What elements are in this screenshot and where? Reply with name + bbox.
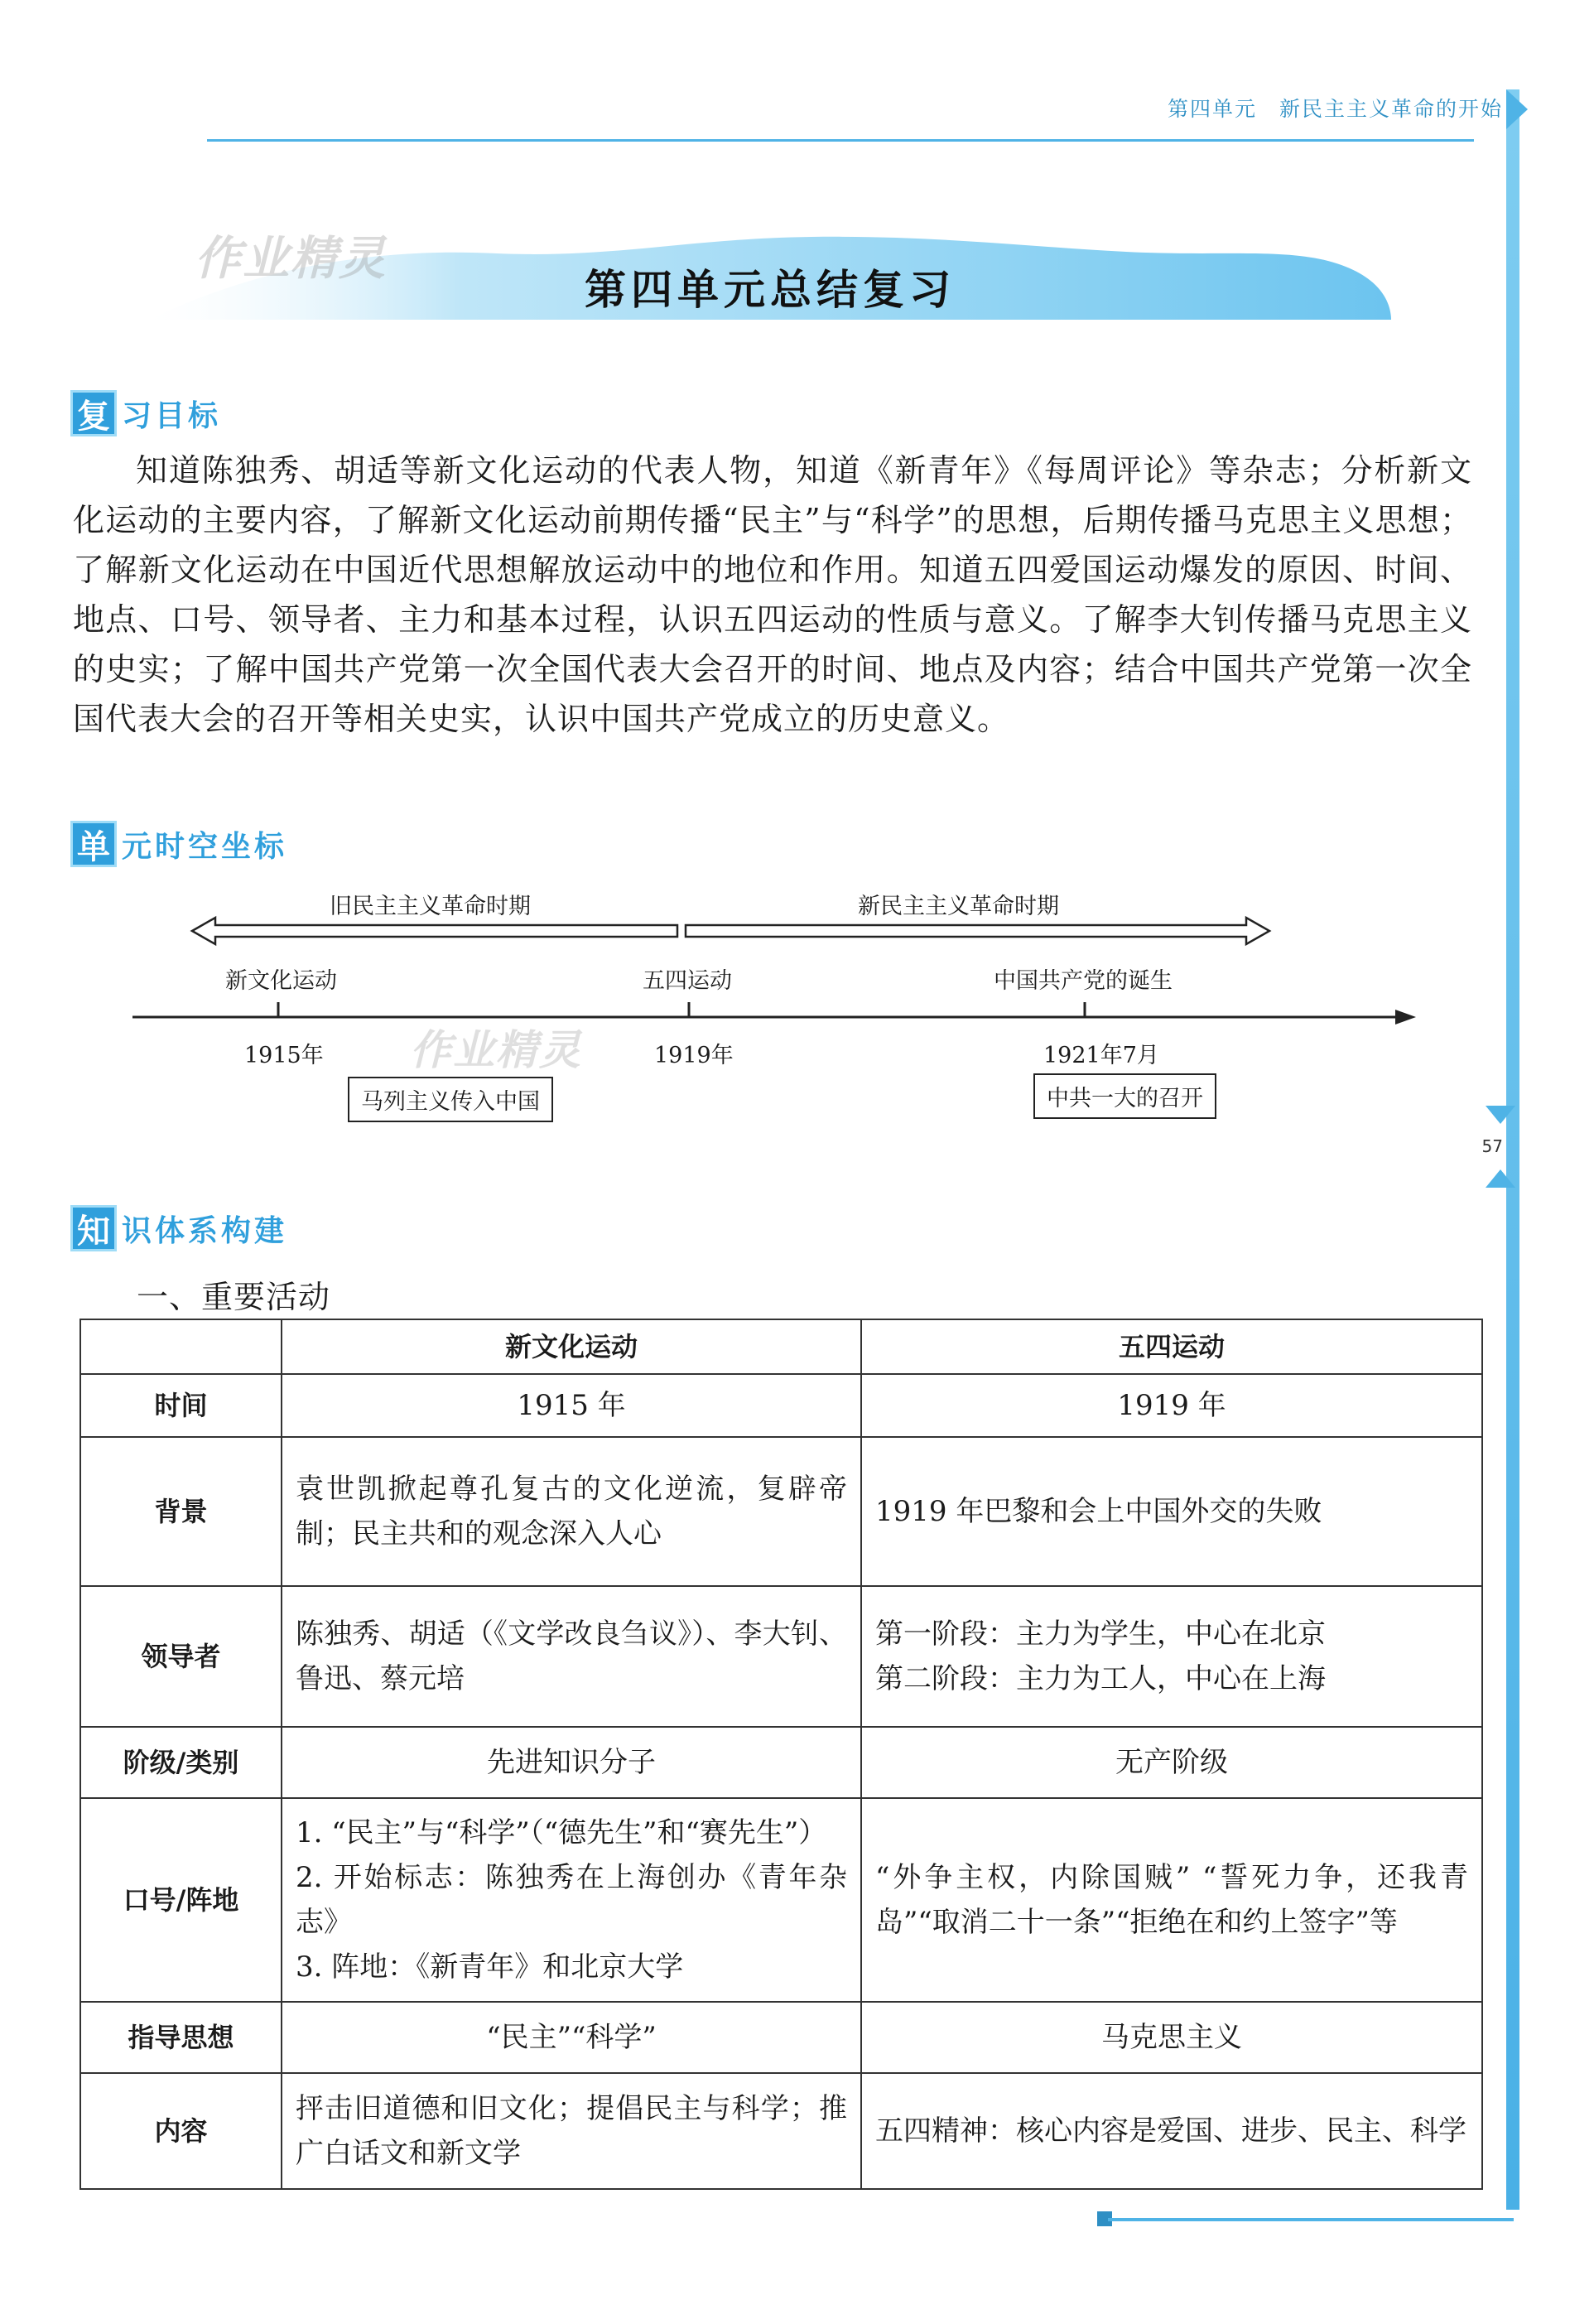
table-row-class	[80, 1727, 1482, 1798]
table-row-leaders	[80, 1586, 1482, 1727]
table-row-slogan	[80, 1798, 1482, 2002]
cell-leaders-may-fourth	[861, 1586, 1482, 1727]
leaders-stage-two: 第二阶段：主力为工人，中心在上海	[875, 1662, 1326, 1695]
section-title-knowledge: 识体系构建	[122, 1213, 288, 1248]
cell-slogan-new-culture	[282, 1798, 861, 2002]
goal-paragraph: 知道陈独秀、胡适等新文化运动的代表人物，知道《新青年》《每周评论》等杂志；分析新文化运动的主要内容，了解新文化运动前期传播“民主”与“科学”的思想，后期传播马克思主义思想；了解新文化运动在中国近代思想解放运动中的地位和作用。知道五四爱国运动爆发的原因、时间、地点、口号、领导者、主力和基本过程，认识五四运动的性质与意义。了解李大钊传播马克思主义的史实；了解中国共产党第一次全国代表大会召开的时间、地点及内容；结合中国共产党第一次全国代表大会的召开等相关史实，认识中国共产党成立的历史意义。	[73, 452, 1472, 737]
period-old-label: 旧民主主义革命时期	[330, 894, 531, 919]
box-marxism-intro: 马列主义传入中国	[348, 1077, 553, 1122]
slogan-item-1: 1. “民主”与“科学”（“德先生”和“赛先生”）	[296, 1816, 827, 1849]
row-head-content: 内容	[80, 2073, 282, 2189]
cell-time-new-culture: 1915 年	[282, 1374, 861, 1437]
cell-class-may-fourth: 无产阶级	[861, 1727, 1482, 1798]
event-label-new-culture: 新文化运动	[225, 968, 337, 994]
row-head-leaders: 领导者	[80, 1586, 282, 1727]
row-head-background: 背景	[80, 1437, 282, 1586]
event-label-may-fourth: 五四运动	[643, 968, 732, 994]
watermark-top: 作业精灵	[195, 232, 387, 286]
period-arrow-old	[192, 918, 677, 944]
table-row-background	[80, 1437, 1482, 1586]
unit-header: 第四单元 新民主主义革命的开始	[1167, 97, 1503, 121]
row-head-guide: 指导思想	[80, 2002, 282, 2073]
footer-bar	[1108, 2218, 1514, 2221]
timeline-diagram	[124, 878, 1424, 1143]
leaders-stage-one: 第一阶段：主力为学生，中心在北京	[875, 1618, 1326, 1651]
section-heading-goal	[70, 388, 221, 439]
section-badge-timeline: 单	[70, 821, 117, 867]
right-bar-arrow	[1506, 89, 1528, 129]
table-corner-cell	[80, 1319, 282, 1374]
period-arrow-new	[686, 918, 1269, 944]
sub-heading-activities: 一、重要活动	[137, 1279, 331, 1315]
table-row-guide	[80, 2002, 1482, 2073]
event-label-cpc-birth: 中国共产党的诞生	[994, 968, 1173, 994]
row-head-slogan: 口号/阵地	[80, 1798, 282, 2002]
watermark-timeline: 作业精灵	[410, 1026, 582, 1074]
header-divider	[207, 139, 1474, 142]
section-heading-knowledge	[70, 1203, 287, 1254]
date-label-1921: 1921年7月	[1043, 1043, 1159, 1068]
slogan-item-3: 3. 阵地：《新青年》和北京大学	[296, 1950, 684, 1984]
cell-background-may-fourth: 1919 年巴黎和会上中国外交的失败	[861, 1437, 1482, 1586]
slogan-item-2: 2. 开始标志：陈独秀在上海创办《青年杂志》	[296, 1861, 847, 1939]
date-label-1919: 1919年	[654, 1043, 734, 1068]
section-title-timeline: 元时空坐标	[122, 829, 288, 864]
date-label-1915: 1915年	[244, 1043, 324, 1068]
cell-time-may-fourth: 1919 年	[861, 1374, 1482, 1437]
cell-guide-may-fourth: 马克思主义	[861, 2002, 1482, 2073]
axis-arrow-head	[1395, 1010, 1416, 1025]
table-header-row	[80, 1319, 1482, 1374]
page-tab-upper	[1486, 1106, 1515, 1124]
row-head-time: 时间	[80, 1374, 282, 1437]
cell-guide-new-culture: “民主”“科学”	[282, 2002, 861, 2073]
page-number: 57	[1481, 1136, 1503, 1156]
cell-class-new-culture: 先进知识分子	[282, 1727, 861, 1798]
page-title: 第四单元总结复习	[585, 266, 956, 314]
section-heading-timeline	[70, 818, 287, 870]
cell-slogan-may-fourth: “外争主权，内除国贼” “誓死力争，还我青岛”“取消二十一条”“拒绝在和约上签字”等	[861, 1798, 1482, 2002]
box-first-congress: 中共一大的召开	[1033, 1073, 1216, 1119]
section-title-goal: 习目标	[122, 398, 222, 433]
section-badge-goal: 复	[70, 390, 117, 436]
right-margin-bar	[1506, 89, 1519, 2210]
section-badge-knowledge: 知	[70, 1205, 117, 1251]
timeline-lines	[124, 878, 1424, 1143]
col-header-new-culture: 新文化运动	[282, 1319, 861, 1374]
cell-content-may-fourth: 五四精神：核心内容是爱国、进步、民主、科学	[861, 2073, 1482, 2189]
table-row-time	[80, 1374, 1482, 1437]
cell-leaders-new-culture: 陈独秀、胡适（《文学改良刍议》）、李大钊、鲁迅、蔡元培	[282, 1586, 861, 1727]
period-new-label: 新民主主义革命时期	[858, 894, 1059, 919]
col-header-may-fourth: 五四运动	[861, 1319, 1482, 1374]
activities-table	[79, 1319, 1483, 2190]
page-tab-lower	[1486, 1169, 1515, 1188]
cell-content-new-culture: 抨击旧道德和旧文化；提倡民主与科学；推广白话文和新文学	[282, 2073, 861, 2189]
cell-background-new-culture: 袁世凯掀起尊孔复古的文化逆流，复辟帝制；民主共和的观念深入人心	[282, 1437, 861, 1586]
row-head-class: 阶级/类别	[80, 1727, 282, 1798]
table-row-content	[80, 2073, 1482, 2189]
